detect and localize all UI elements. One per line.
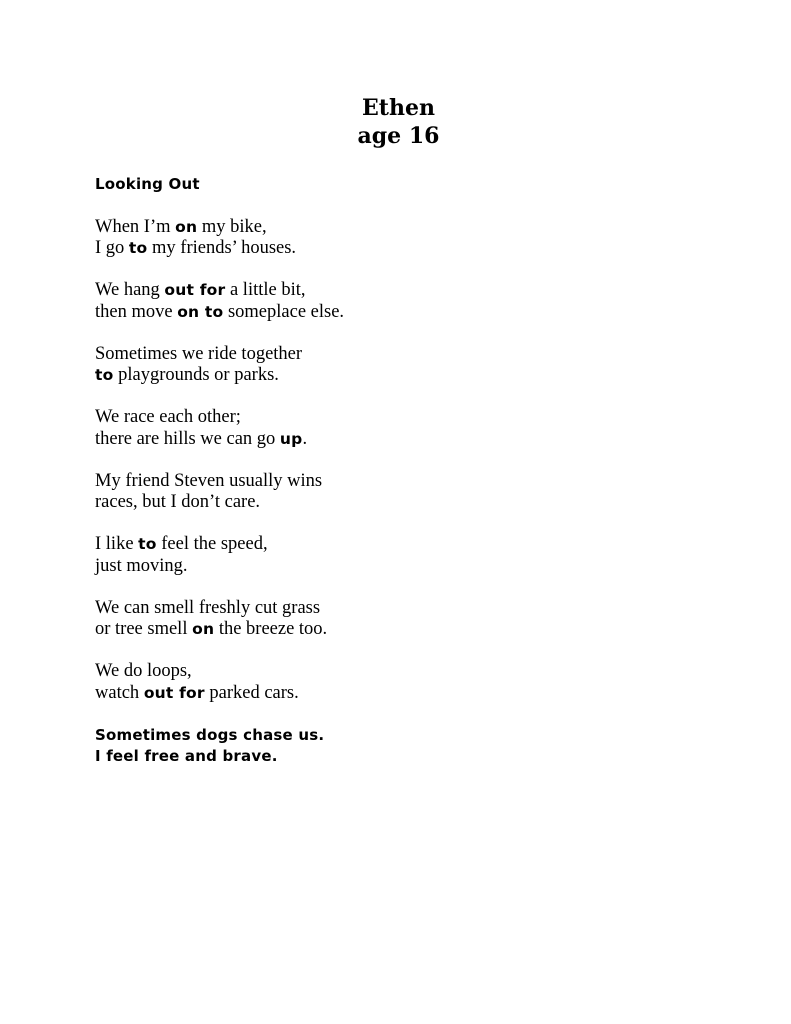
line-text: then move <box>95 301 178 322</box>
author-name: Ethen <box>362 95 435 121</box>
closing-stanza <box>95 725 695 768</box>
highlighted-word: out for <box>143 683 205 702</box>
line-text: We hang <box>95 280 165 300</box>
highlighted-word: out for <box>164 281 226 299</box>
line-text: there are hills we can go <box>95 428 280 449</box>
stanza <box>95 471 695 514</box>
poem-line <box>95 683 695 705</box>
poem-line <box>95 302 695 324</box>
stanza <box>95 407 695 450</box>
line-text: I like <box>95 534 139 554</box>
stanza <box>95 661 695 704</box>
line-text: When I’m <box>95 216 176 237</box>
poem-line <box>95 492 695 514</box>
line-text: someplace else. <box>223 301 345 322</box>
author-age: age 16 <box>357 123 440 149</box>
line-text: . <box>302 428 308 449</box>
poem-line <box>95 534 695 556</box>
closing-line: I feel free and brave. <box>95 747 278 765</box>
stanza <box>95 598 695 641</box>
highlighted-word: on <box>192 620 215 638</box>
line-text: We can smell freshly cut grass <box>95 597 321 618</box>
poem-header <box>0 94 791 150</box>
highlighted-word: to <box>128 239 148 257</box>
highlighted-word: on to <box>177 302 224 321</box>
poem-body <box>95 174 695 768</box>
line-text: My friend Steven usually wins <box>95 470 323 491</box>
poem-line <box>95 471 695 493</box>
stanza <box>95 280 695 323</box>
poem-line <box>95 238 695 260</box>
highlighted-word: up <box>279 429 303 448</box>
stanza <box>95 217 695 260</box>
line-text: We race each other; <box>95 407 241 427</box>
line-text: Sometimes we ride together <box>95 343 303 364</box>
highlighted-word: on <box>175 217 198 236</box>
line-text: my bike, <box>197 216 267 237</box>
highlighted-word: to <box>138 535 157 553</box>
stanza <box>95 344 695 387</box>
line-text: races, but I don’t care. <box>95 492 261 512</box>
line-text: my friends’ houses. <box>147 238 297 258</box>
stanza <box>95 534 695 577</box>
poem-line <box>95 619 695 641</box>
poem-line <box>95 598 695 620</box>
highlighted-word: to <box>95 366 114 384</box>
line-text: watch <box>95 682 144 703</box>
line-text: playgrounds or parks. <box>113 365 279 385</box>
poem-line <box>95 407 695 429</box>
line-text: just moving. <box>95 555 188 576</box>
line-text: I go <box>95 238 129 258</box>
poem-line <box>95 217 695 239</box>
line-text: a little bit, <box>225 280 306 300</box>
line-text: feel the speed, <box>156 534 268 554</box>
line-text: or tree smell <box>95 619 193 639</box>
poem-line <box>95 344 695 366</box>
poem-title: Looking Out <box>95 175 200 193</box>
line-text: parked cars. <box>204 682 299 703</box>
poem-line <box>95 429 695 451</box>
poem-line <box>95 661 695 683</box>
line-text: the breeze too. <box>214 619 328 639</box>
line-text: We do loops, <box>95 661 192 681</box>
poem-stanzas <box>95 217 695 705</box>
poem-line <box>95 556 695 578</box>
poem-line <box>95 280 695 302</box>
poem-line <box>95 365 695 387</box>
closing-line: Sometimes dogs chase us. <box>95 725 325 744</box>
